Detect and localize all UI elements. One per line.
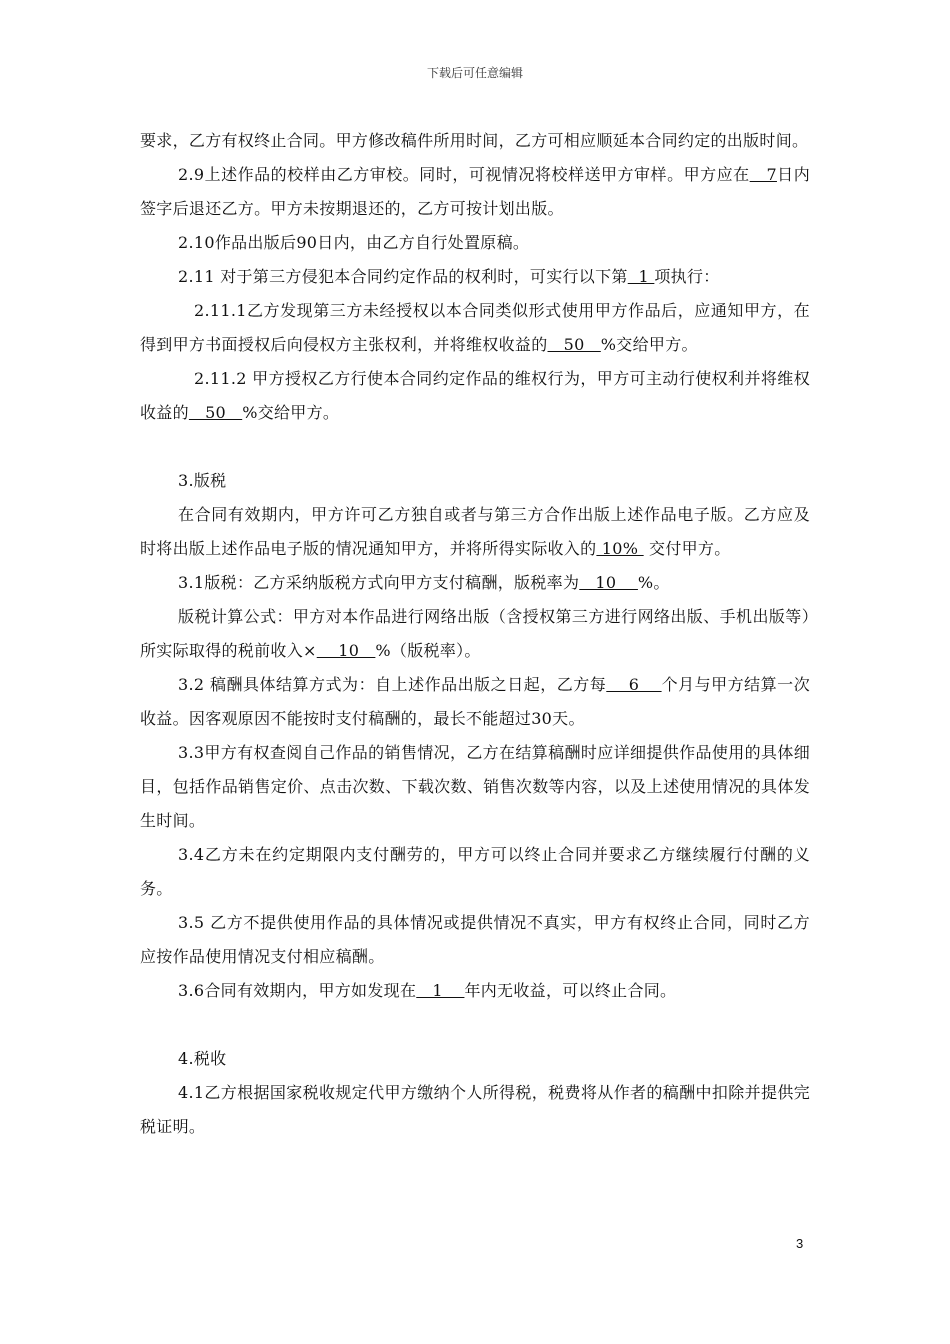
clause-3-6	[140, 974, 810, 1008]
filled-blank: 1	[627, 267, 655, 286]
page-number: 3	[796, 1236, 804, 1251]
clause-2-11-2	[140, 362, 810, 430]
section-3-intro	[140, 498, 810, 566]
clause-text: 3.2 稿酬具体结算方式为：自上述作品出版之日起，乙方每	[178, 675, 607, 694]
clause-text: 日内签字后退还乙方。甲方未按期退还的，乙方可按计划出版。	[140, 165, 810, 218]
clause-text: 2.11 对于第三方侵犯本合同约定作品的权利时，可实行以下第	[178, 267, 628, 286]
clause-text: 2.11.1乙方发现第三方未经授权以本合同类似形式使用甲方作品后，应通知甲方，在得到甲方书面授权后向侵权方主张权利，并将维权收益的	[140, 301, 810, 354]
clause-text: 交付甲方。	[643, 539, 731, 558]
filled-blank: 10%	[596, 539, 644, 558]
clause-text: 年内无收益，可以终止合同。	[464, 981, 677, 1000]
clause-3-3: 3.3甲方有权查阅自己作品的销售情况，乙方在结算稿酬时应详细提供作品使用的具体细目，包括作品销售定价、点击次数、下载次数、销售次数等内容，以及上述使用情况的具体发生时间。	[140, 743, 810, 830]
clause-text: %交给甲方。	[600, 335, 698, 354]
clause-text: 3.6合同有效期内，甲方如发现在	[178, 981, 417, 1000]
clause-text: %（版税率）。	[375, 641, 481, 660]
clause-text: 在合同有效期内，甲方许可乙方独自或者与第三方合作出版上述作品电子版。乙方应及时将出版上述作品电子版的情况通知甲方，并将所得实际收入的	[140, 505, 810, 558]
clause-text: 项执行：	[654, 267, 720, 286]
filled-blank: 1	[416, 981, 465, 1000]
filled-blank: 7	[749, 165, 777, 184]
spacer	[140, 430, 810, 464]
clause-text: 个月与甲方结算一次收益。因客观原因不能按时支付稿酬的，最长不能超过30天。	[140, 675, 810, 728]
clause-text: %交给甲方。	[242, 403, 340, 422]
royalty-formula	[140, 600, 810, 668]
spacer	[140, 1008, 810, 1042]
clause-text: 版税计算公式：甲方对本作品进行网络出版（含授权第三方进行网络出版、手机出版等）所实际取得的税前收入×	[140, 607, 810, 660]
clause-text: %。	[637, 573, 670, 592]
clause-4-1: 4.1乙方根据国家税收规定代甲方缴纳个人所得税，税费将从作者的稿酬中扣除并提供完税证明。	[140, 1083, 810, 1136]
clause-text: 3.1版税：乙方采纳版税方式向甲方支付稿酬，版税率为	[178, 573, 580, 592]
section-4-title: 4.税收	[178, 1049, 227, 1068]
clause-2-11-1	[140, 294, 810, 362]
clause-3-1	[140, 566, 810, 600]
page-header: 下载后可任意编辑	[426, 66, 523, 80]
clause-2-10: 2.10作品出版后90日内，由乙方自行处置原稿。	[178, 233, 530, 252]
clause-text: 2.9上述作品的校样由乙方审校。同时，可视情况将校样送甲方审样。甲方应在	[178, 165, 750, 184]
filled-blank: 10	[579, 573, 638, 592]
clause-2-11	[140, 260, 810, 294]
filled-blank: 6	[606, 675, 662, 694]
clause-continuation: 要求，乙方有权终止合同。甲方修改稿件所用时间，乙方可相应顺延本合同约定的出版时间。	[140, 131, 809, 150]
clause-3-5: 3.5 乙方不提供使用作品的具体情况或提供情况不真实，甲方有权终止合同，同时乙方应按作品使用情况支付相应稿酬。	[140, 913, 810, 966]
clause-2-9	[140, 158, 810, 226]
clause-3-2	[140, 668, 810, 736]
section-3-title: 3.版税	[178, 471, 227, 490]
filled-blank: 50	[547, 335, 601, 354]
clause-text: 2.11.2 甲方授权乙方行使本合同约定作品的维权行为，甲方可主动行使权利并将维权收益的	[140, 369, 810, 422]
document-body	[140, 124, 810, 1144]
clause-3-4: 3.4乙方未在约定期限内支付酬劳的，甲方可以终止合同并要求乙方继续履行付酬的义务。	[140, 845, 810, 898]
filled-blank: 50	[188, 403, 243, 422]
filled-blank: 10	[316, 641, 376, 660]
